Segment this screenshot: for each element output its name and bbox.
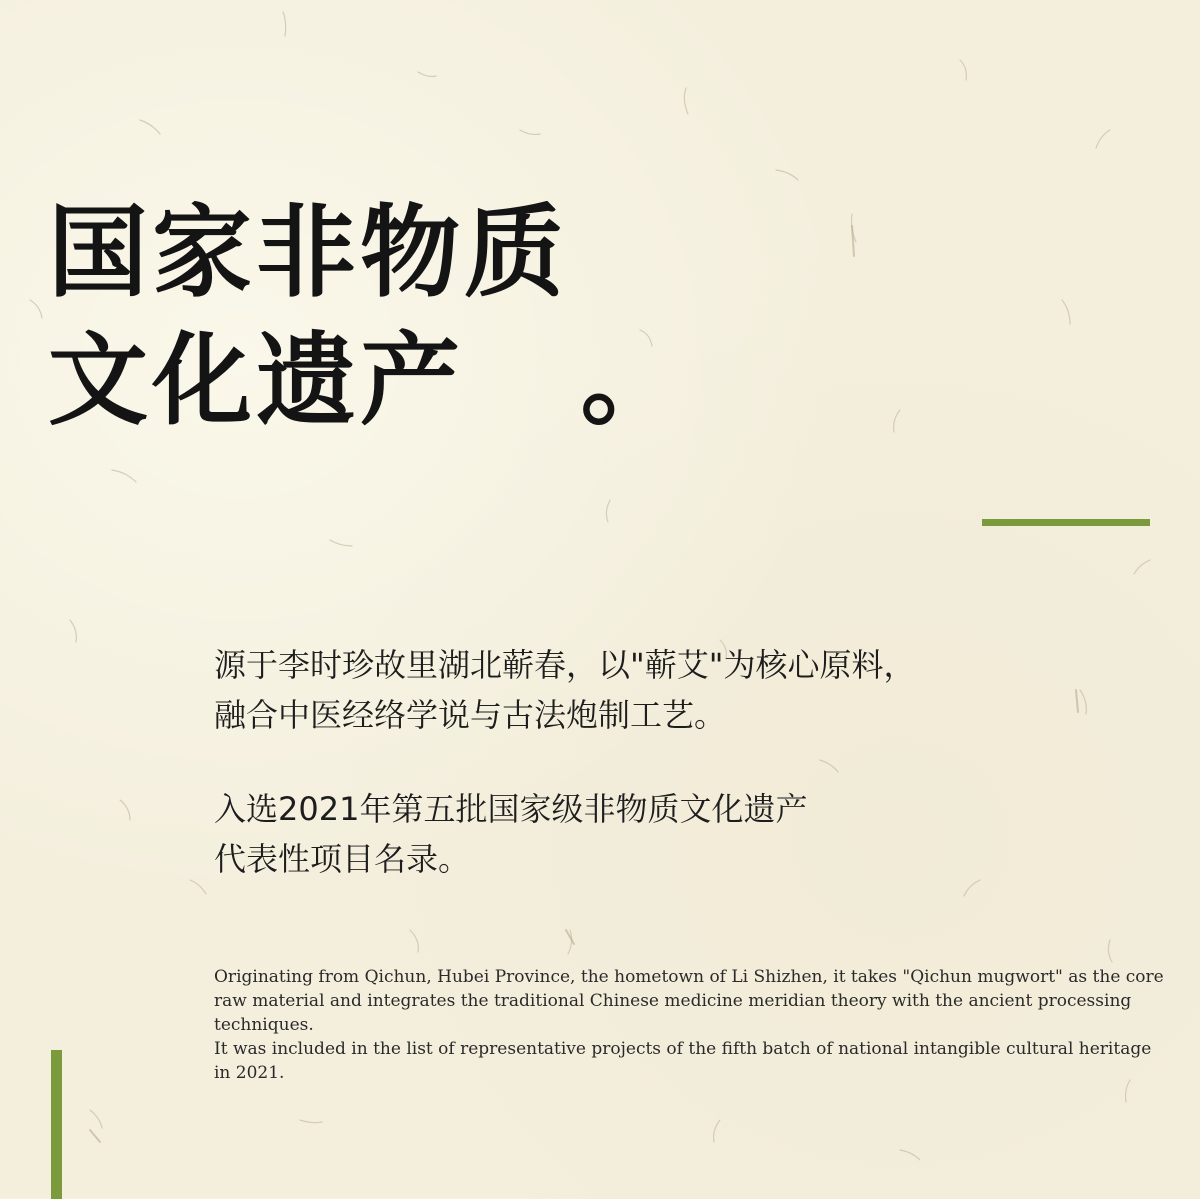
accent-bar-top xyxy=(982,519,1150,526)
chinese-para1-line2: 融合中医经络学说与古法炮制工艺。 xyxy=(214,696,727,734)
title-line-1: 国家非物质 xyxy=(48,193,568,311)
english-para1: Originating from Qichun, Hubei Province, the hometown of Li Shizhen, it takes "Qichun mugwort" as the core raw material and integrates the traditional Chinese medicine meridian theory with the ancient processing techniques. xyxy=(214,967,1164,1035)
chinese-description xyxy=(214,640,1114,884)
english-para2: It was included in the list of representative projects of the fifth batch of national intangible cultural heritage in 2021. xyxy=(214,1039,1152,1083)
chinese-para2-line2: 代表性项目名录。 xyxy=(214,840,471,878)
page-title xyxy=(48,188,684,444)
paragraph-gap xyxy=(214,740,1114,784)
accent-bar-left xyxy=(51,1050,62,1199)
chinese-para2-line1: 入选2021年第五批国家级非物质文化遗产 xyxy=(214,790,808,828)
english-description xyxy=(214,965,1164,1085)
title-line-2: 文化遗产 。 xyxy=(48,321,685,439)
chinese-para1-line1: 源于李时珍故里湖北蕲春，以"蕲艾"为核心原料， xyxy=(214,646,916,684)
